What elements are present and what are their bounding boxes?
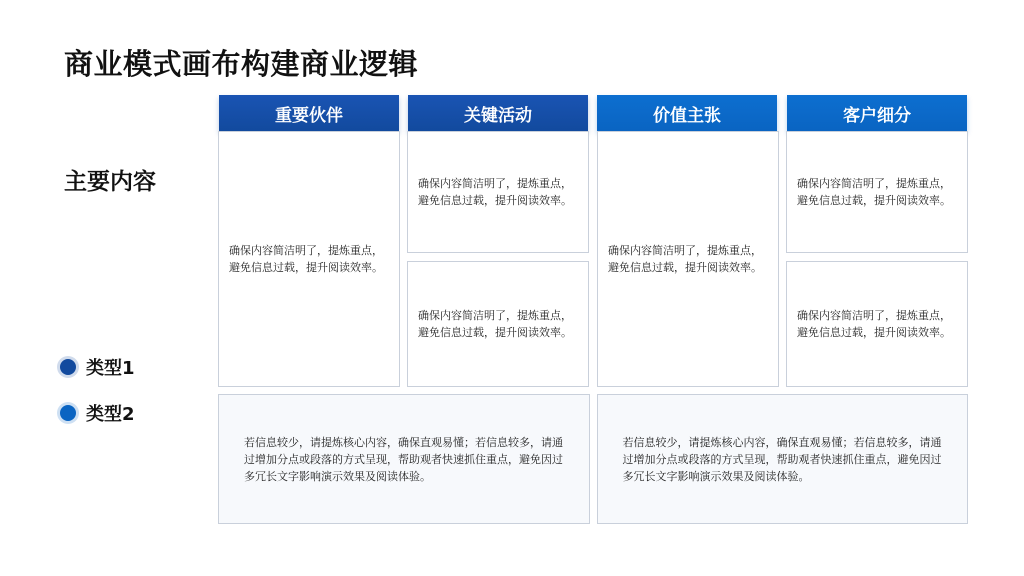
card-value-proposition <box>597 131 779 387</box>
header-key-partners: 重要伙伴 <box>219 95 399 131</box>
page-title: 商业模式画布构建商业逻辑 <box>64 47 419 81</box>
card-text: 确保内容简洁明了，提炼重点，避免信息过载，提升阅读效率。 <box>608 244 762 274</box>
card-bottom-left <box>218 394 590 524</box>
card-text: 若信息较少，请提炼核心内容，确保直观易懂；若信息较多，请通过增加分点或段落的方式呈现，帮助观者快速抓住重点，避免因过多冗长文字影响演示效果及阅读体验。 <box>622 435 942 483</box>
card-key-activities-2 <box>407 261 589 387</box>
legend-item-type1 <box>60 355 135 379</box>
legend-item-type2 <box>60 401 135 425</box>
card-customer-segments-1 <box>786 131 968 253</box>
section-label: 主要内容 <box>64 169 156 195</box>
card-text: 若信息较少，请提炼核心内容，确保直观易懂；若信息较多，请通过增加分点或段落的方式呈现，帮助观者快速抓住重点，避免因过多冗长文字影响演示效果及阅读体验。 <box>244 435 563 483</box>
legend-dot-icon <box>60 359 76 375</box>
card-bottom-right <box>597 394 968 524</box>
card-text: 确保内容简洁明了，提炼重点，避免信息过载，提升阅读效率。 <box>797 309 951 339</box>
card-text: 确保内容简洁明了，提炼重点，避免信息过载，提升阅读效率。 <box>418 309 572 339</box>
legend-dot-icon <box>60 405 76 421</box>
card-customer-segments-2 <box>786 261 968 387</box>
card-text: 确保内容简洁明了，提炼重点，避免信息过载，提升阅读效率。 <box>797 177 951 207</box>
card-key-activities-1 <box>407 131 589 253</box>
header-value-proposition: 价值主张 <box>597 95 777 131</box>
header-customer-segments: 客户细分 <box>787 95 967 131</box>
card-text: 确保内容简洁明了，提炼重点，避免信息过载，提升阅读效率。 <box>418 177 572 207</box>
legend-label: 类型2 <box>86 404 135 425</box>
header-key-activities: 关键活动 <box>408 95 588 131</box>
card-key-partners <box>218 131 400 387</box>
legend-label: 类型1 <box>86 358 135 379</box>
card-text: 确保内容简洁明了，提炼重点，避免信息过载，提升阅读效率。 <box>229 244 383 274</box>
